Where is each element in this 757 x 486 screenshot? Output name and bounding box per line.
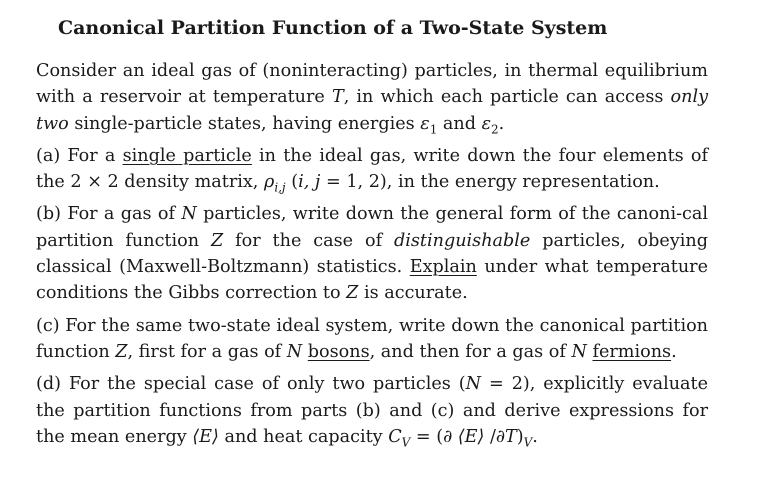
underlined-bosons: bosons <box>307 341 370 362</box>
part-d-text: . <box>532 426 538 447</box>
math-mean-energy: ⟨E⟩ <box>457 426 485 447</box>
part-a-text: = 1, 2), in the energy representation. <box>320 172 660 193</box>
math-indices: i, j <box>298 172 321 193</box>
math-partition-z: Z <box>346 283 359 304</box>
intro-text: single-particle states, having energies <box>68 113 421 134</box>
part-d-text: /∂ <box>484 426 505 447</box>
intro-text: and <box>437 113 482 134</box>
part-b-text: is accurate. <box>358 283 468 304</box>
math-epsilon: ε <box>481 113 492 134</box>
part-d-paragraph <box>36 371 708 450</box>
emphasis-distinguishable: distinguishable <box>394 230 531 251</box>
part-c-paragraph <box>36 313 708 366</box>
part-b-text: particles, obeying classical (Maxwell-Boltzmann) statistics. <box>36 230 708 278</box>
math-subscript: 2 <box>491 122 499 137</box>
part-c-text: , first for a gas of <box>127 341 287 362</box>
part-d-text: = 2), explicitly evaluate the partition functions from parts (b) and (c) and derive expressions for the mean energy <box>36 374 708 447</box>
math-partition-z: Z <box>115 341 128 362</box>
intro-paragraph <box>36 58 708 137</box>
math-heat-capacity: C <box>388 426 402 447</box>
part-b-text: (b) For a gas of <box>36 204 182 225</box>
math-n: N <box>181 204 197 225</box>
math-n: N <box>571 341 587 362</box>
math-subscript: V <box>401 435 411 450</box>
part-c-text: , and then for a gas of <box>369 341 572 362</box>
math-temperature: T <box>331 87 344 108</box>
underlined-explain: Explain <box>409 257 477 278</box>
math-partition-z: Z <box>210 230 224 251</box>
part-c-text: (c) For the same two-state ideal system, write down the canonical partition function <box>36 315 708 362</box>
part-b-text: under what temperature conditions the Gibbs correction to <box>36 257 708 304</box>
math-rho: ρ <box>263 172 275 193</box>
part-d-text: (d) For the special case of only two particles ( <box>36 374 466 395</box>
part-b-text: particles, write down the general form of the canoni-cal partition function <box>36 204 709 251</box>
math-temperature: T <box>505 426 517 447</box>
math-n: N <box>465 374 482 395</box>
part-a-paragraph <box>36 143 708 196</box>
part-a-text: in the ideal gas, write down the four elements of the 2 × 2 density matrix, <box>36 145 708 193</box>
part-d-text: and heat capacity <box>218 426 389 447</box>
math-subscript: i,j <box>274 180 286 195</box>
emphasis-only-two: only two <box>36 87 709 134</box>
math-n: N <box>286 341 303 362</box>
intro-text: , in which each particle can access <box>343 87 671 108</box>
part-d-text: ) <box>516 426 524 447</box>
math-subscript: V <box>523 435 533 450</box>
part-b-paragraph <box>36 201 708 306</box>
part-a-text: (a) For a <box>36 145 123 166</box>
intro-text: . <box>498 113 505 134</box>
document-page <box>36 14 708 450</box>
part-d-text: = (∂ <box>410 426 458 447</box>
part-b-text: for the case of <box>223 230 395 251</box>
part-c-text: . <box>671 341 677 362</box>
intro-text: Consider an ideal gas of (noninteracting) particles, in thermal equilibrium with a reservoir at temperature <box>36 61 708 108</box>
part-a-text: ( <box>285 172 299 193</box>
document-title: Canonical Partition Function of a Two-State System <box>58 17 608 39</box>
underlined-fermions: fermions <box>592 341 672 362</box>
underlined-single-particle: single particle <box>122 145 252 166</box>
math-subscript: 1 <box>429 122 438 137</box>
math-mean-energy: ⟨E⟩ <box>192 426 219 447</box>
math-epsilon: ε <box>420 113 430 134</box>
